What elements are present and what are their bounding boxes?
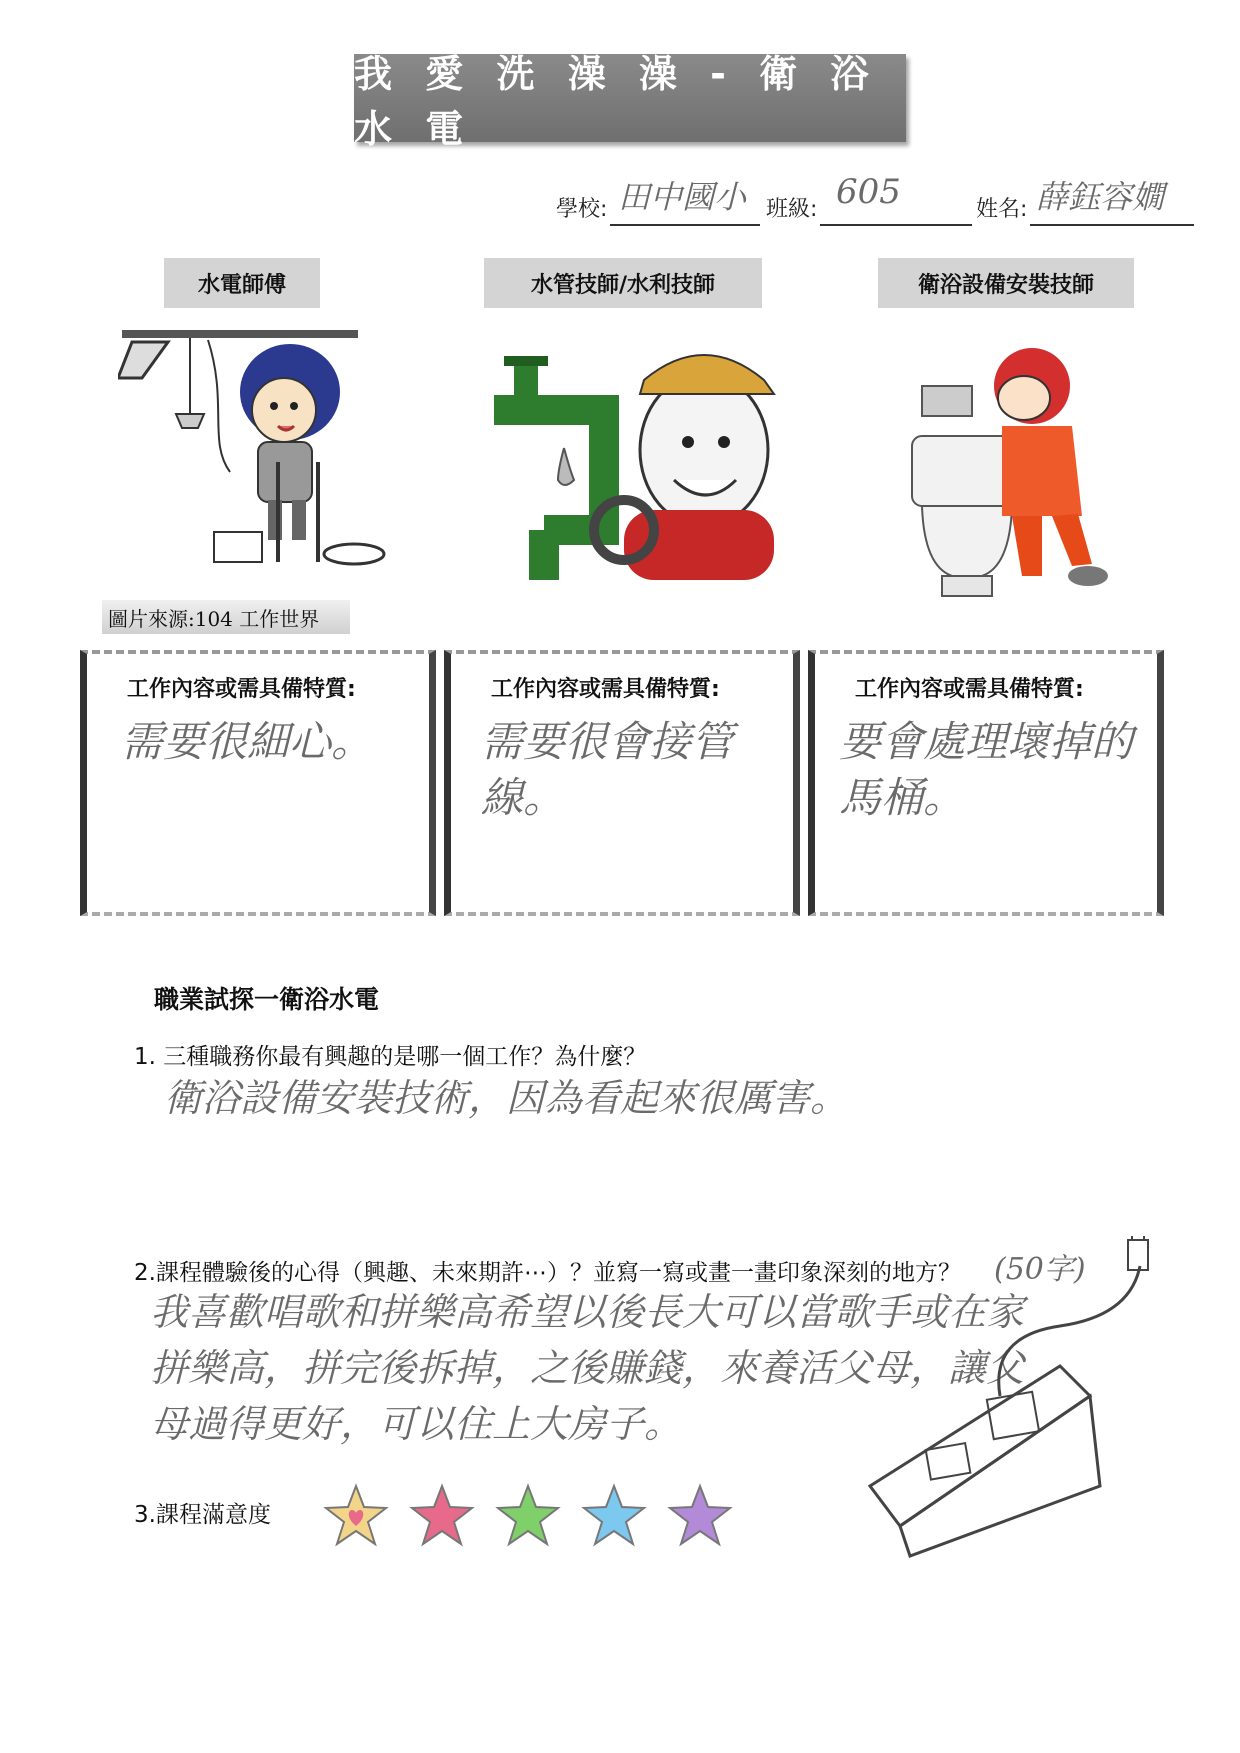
answer-box-plumber[interactable] bbox=[444, 650, 800, 916]
star-heart-icon[interactable] bbox=[322, 1482, 390, 1550]
class-label: 班級: bbox=[766, 197, 818, 222]
job-title-installer: 衛浴設備安裝技師 bbox=[878, 258, 1134, 308]
electrician-illustration bbox=[118, 322, 398, 572]
school-label: 學校: bbox=[556, 197, 608, 222]
power-strip-drawing bbox=[860, 1236, 1160, 1566]
answer-label: 工作內容或需具備特質: bbox=[491, 677, 720, 702]
answer-text: 要會處理壞掉的馬桶。 bbox=[839, 717, 1134, 822]
word-count-hint: (50字) bbox=[994, 1252, 1086, 1287]
school-value: 田中國小 bbox=[618, 178, 747, 216]
star-icon[interactable] bbox=[580, 1482, 648, 1550]
satisfaction-label: 3.課程滿意度 bbox=[134, 1502, 271, 1528]
star-icon[interactable] bbox=[494, 1482, 562, 1550]
question-2-answer[interactable]: 我喜歡唱歌和拼樂高希望以後長大可以當歌手或在家拼樂高，拼完後拆掉，之後賺錢，來養活父母，讓父母過得更好，可以住上大房子。 bbox=[150, 1290, 1025, 1446]
job-title-plumber: 水管技師/水利技師 bbox=[484, 258, 762, 308]
answer-box-installer[interactable] bbox=[808, 650, 1164, 916]
answer-text: 需要很細心。 bbox=[121, 717, 374, 766]
plumber-pipe-illustration bbox=[474, 330, 794, 610]
question-1-answer[interactable]: 衛浴設備安裝技術，因為看起來很厲害。 bbox=[164, 1076, 849, 1120]
class-value: 605 bbox=[836, 172, 901, 212]
answer-label: 工作內容或需具備特質: bbox=[127, 677, 356, 702]
page-title: 我 愛 洗 澡 澡 - 衛 浴 水 電 bbox=[354, 52, 879, 151]
image-source-caption: 圖片來源:104 工作世界 bbox=[102, 600, 350, 634]
section-title: 職業試探一衛浴水電 bbox=[154, 985, 380, 1014]
answer-label: 工作內容或需具備特質: bbox=[855, 677, 1084, 702]
answer-box-electrician[interactable] bbox=[80, 650, 436, 916]
star-icon[interactable] bbox=[666, 1482, 734, 1550]
star-icon[interactable] bbox=[408, 1482, 476, 1550]
question-2: 2.課程體驗後的心得（興趣、未來期許⋯）？並寫一寫或畫一畫印象深刻的地方？ bbox=[134, 1260, 961, 1286]
name-value: 薛鈺容嫺 bbox=[1036, 178, 1165, 216]
name-label: 姓名: bbox=[976, 197, 1028, 222]
title-banner bbox=[354, 52, 906, 151]
toilet-installer-illustration bbox=[892, 336, 1122, 606]
answer-text: 需要很會接管線。 bbox=[481, 717, 734, 822]
question-1: 1. 三種職務你最有興趣的是哪一個工作？為什麼？ bbox=[134, 1044, 647, 1070]
job-title-electrician: 水電師傅 bbox=[164, 258, 320, 308]
